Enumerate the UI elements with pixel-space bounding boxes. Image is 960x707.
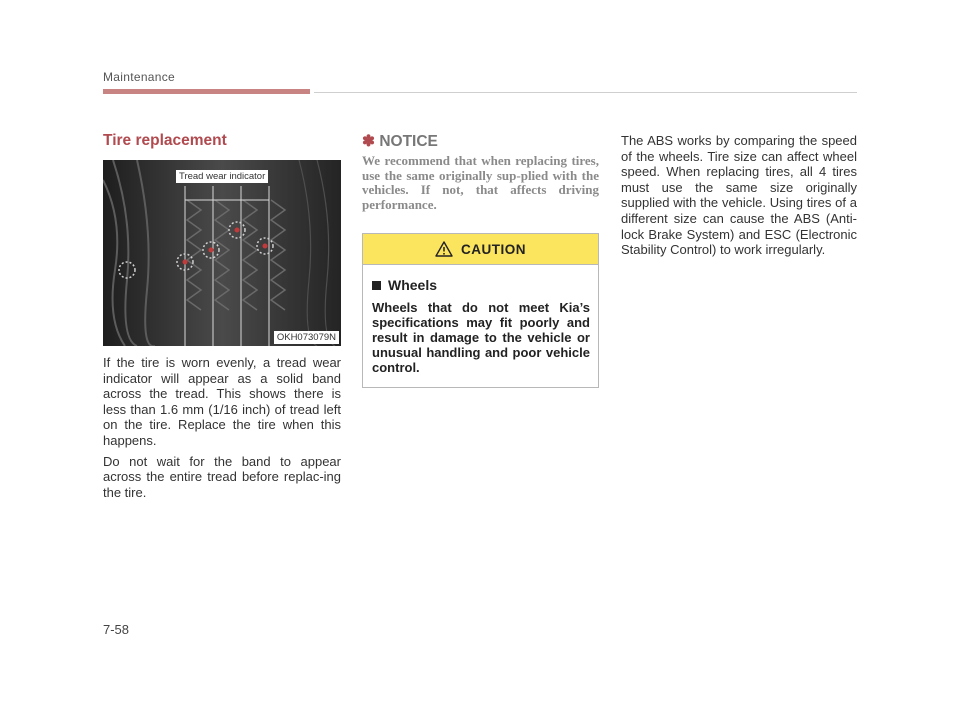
notice-heading (362, 132, 599, 151)
middle-column (362, 130, 599, 388)
right-column (621, 130, 857, 258)
tire-tread-figure (103, 160, 341, 346)
caution-text: Wheels that do not meet Kia’s specifications may fit poorly and result in damage to the vehicle or unusual handling and poor vehicle control. (372, 300, 590, 375)
warning-triangle-icon (435, 241, 453, 257)
header-rule-accent (103, 89, 310, 94)
body-paragraph: If the tire is worn evenly, a tread wear indicator will appear as a solid band across the tread. This shows there is less than 1.6 mm (1/16 inch) of tread left on the tire. Replace the tire when this happens. (103, 355, 341, 448)
section-header: Maintenance (103, 70, 176, 84)
header-rule (314, 92, 857, 93)
caution-header (363, 234, 598, 265)
caution-label: CAUTION (461, 241, 526, 257)
notice-title: NOTICE (379, 133, 438, 150)
section-title: Tire replacement (103, 132, 227, 149)
caution-box (362, 233, 599, 388)
page-number: 7-58 (103, 622, 130, 637)
caution-subheading (372, 277, 590, 293)
figure-callout-label: Tread wear indicator (176, 170, 268, 183)
caution-subheading-text: Wheels (388, 277, 438, 293)
left-column (103, 130, 341, 500)
body-paragraph: Do not wait for the band to appear across the entire tread before replac-ing the tire. (103, 453, 341, 500)
square-bullet-icon (372, 281, 381, 290)
abs-paragraph: The ABS works by comparing the speed of the wheels. Tire size can affect wheel speed. When replacing tires, all 4 tires must use the same size originally supplied with the vehicle. Using tires of a different size can cause the ABS (Anti-lock Brake System) and ESC (Electronic Stability Control) to work irregularly. (621, 133, 857, 258)
figure-code: OKH073079N (274, 331, 339, 344)
notice-star-icon: ✽ (362, 133, 375, 150)
tire-tread-illustration (103, 160, 341, 346)
notice-text: We recommend that when replacing tires, use the same originally sup-plied with the vehicles. If not, that affects driving performance. (362, 153, 599, 212)
caution-body (363, 265, 598, 387)
